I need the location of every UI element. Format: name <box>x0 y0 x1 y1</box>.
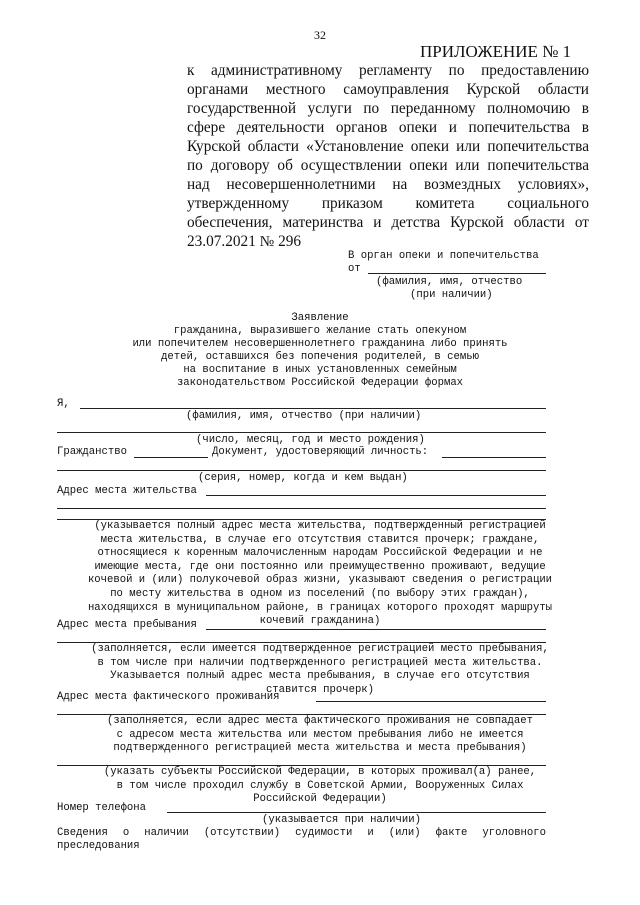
regions-hint <box>40 766 600 807</box>
hint-line: кочевий гражданина) <box>259 615 381 628</box>
fio-field[interactable] <box>80 408 546 409</box>
appendix-line: органами местного самоуправления Курской области <box>187 81 589 98</box>
actual-address-label: Адрес места фактического проживания <box>57 691 280 703</box>
appendix-line: сфере деятельности органов опеки и попечительства в <box>187 119 589 136</box>
addressee-from-label: от <box>348 263 361 275</box>
actual-address-field[interactable] <box>316 701 546 702</box>
hint-line: места жительства, в случае его отсутствия ставится прочерк; граждане, <box>100 533 540 546</box>
birth-hint: (число, месяц, год и место рождения) <box>196 434 425 446</box>
residence-field[interactable] <box>206 495 546 496</box>
appendix-line: утвержденному приказом комитета социального <box>187 195 589 212</box>
addressee-line: В орган опеки и попечительства <box>348 250 539 262</box>
hint-line: Российской Федерации) <box>253 793 387 806</box>
addressee-hint: (фамилия, имя, отчество <box>376 276 523 288</box>
stay-label: Адрес места пребывания <box>57 619 197 631</box>
hint-line: Указывается полный адрес места пребывания, в случае его отсутствия <box>110 670 530 683</box>
criminal-record-line: Сведения о наличии (отсутствии) судимости и (или) факте уголовного <box>57 827 546 839</box>
ya-label: Я, <box>57 398 70 410</box>
hint-line: находящихся в муниципальном районе, в границах которого проходят маршруты <box>87 601 553 614</box>
hint-line: в том числе проходил службу в Советской Армии, Вооруженных Силах <box>116 779 524 792</box>
hint-line: (указать субъекты Российской Федерации, в которых проживал(а) ранее, <box>103 766 537 778</box>
phone-label: Номер телефона <box>57 802 147 814</box>
statement-heading-line: гражданина, выразившего желание стать опекуном <box>173 325 467 337</box>
citizenship-field[interactable] <box>134 457 208 458</box>
hint-line: имеющие места, где они постоянно или преимущественно проживают, ведущие <box>94 560 546 573</box>
appendix-line: к административному регламенту по предоставлению <box>187 62 589 79</box>
residence-field-line[interactable] <box>57 508 546 509</box>
appendix-line: по договору об осуществлении опеки или попечительства <box>187 157 589 174</box>
actual-address-hint <box>40 715 600 756</box>
statement-heading-line: детей, оставшихся без попечения родителей, в семью <box>161 351 479 363</box>
phone-field[interactable] <box>167 812 546 813</box>
appendix-line: обеспечения, материнства и детства Курской области от <box>187 214 589 231</box>
document-field[interactable] <box>442 457 546 458</box>
stay-hint <box>40 643 600 697</box>
addressee-from-field[interactable] <box>368 273 546 274</box>
citizenship-label: Гражданство <box>57 446 127 458</box>
hint-line: подтвержденного регистрацией места жительства и места пребывания) <box>113 742 527 755</box>
appendix-line: Курской области «Установление опеки или попечительства <box>187 138 589 155</box>
fio-hint: (фамилия, имя, отчество (при наличии) <box>186 410 422 422</box>
stay-field[interactable] <box>206 629 546 630</box>
statement-heading-line: на воспитание в иных установленных семейным <box>183 364 457 376</box>
hint-line: (заполняется, если имеется подтвержденное регистрацией место пребывания, <box>91 643 549 655</box>
appendix-line: 23.07.2021 № 296 <box>187 233 302 250</box>
appendix-line: государственной услуги по переданному полномочию в <box>187 100 589 117</box>
document-label: Документ, удостоверяющий личность: <box>212 446 429 458</box>
hint-line: кочевой и (или) полукочевой образ жизни, указывают сведения о регистрации <box>87 574 553 587</box>
page-number: 32 <box>314 28 326 42</box>
appendix-title: ПРИЛОЖЕНИЕ № 1 <box>420 42 572 61</box>
document-hint: (серия, номер, когда и кем выдан) <box>198 472 408 484</box>
appendix-line: над несовершеннолетними на возмездных условиях», <box>187 176 589 193</box>
addressee-hint: (при наличии) <box>410 289 493 301</box>
hint-line: с адресом места жительства или местом пребывания либо не имеется <box>116 728 524 741</box>
statement-title: Заявление <box>291 312 349 324</box>
criminal-record-line: преследования <box>57 840 140 852</box>
residence-hint <box>40 520 600 629</box>
hint-line: в том числе при наличии подтвержденного регистрацией места жительства. <box>97 656 543 669</box>
hint-line: (заполняется, если адрес места фактического проживания не совпадает <box>107 715 533 727</box>
birth-field[interactable] <box>57 432 546 433</box>
hint-line: относящиеся к коренным малочисленным народам Российской Федерации и не <box>97 547 543 560</box>
phone-hint: (указывается при наличии) <box>262 814 421 826</box>
appendix-text <box>187 61 589 251</box>
residence-label: Адрес места жительства <box>57 485 197 497</box>
document-field-line[interactable] <box>57 470 546 471</box>
statement-heading-line: законодательством Российской Федерации формах <box>176 377 464 389</box>
statement-heading-line: или попечителем несовершеннолетнего гражданина либо принять <box>132 338 508 350</box>
hint-line: по месту жительства в одном из поселений (по выбору этих граждан), <box>110 587 530 600</box>
hint-line: (указывается полный адрес места жительства, подтвержденный регистрацией <box>94 520 546 532</box>
hint-line: ставится прочерк) <box>265 683 375 696</box>
